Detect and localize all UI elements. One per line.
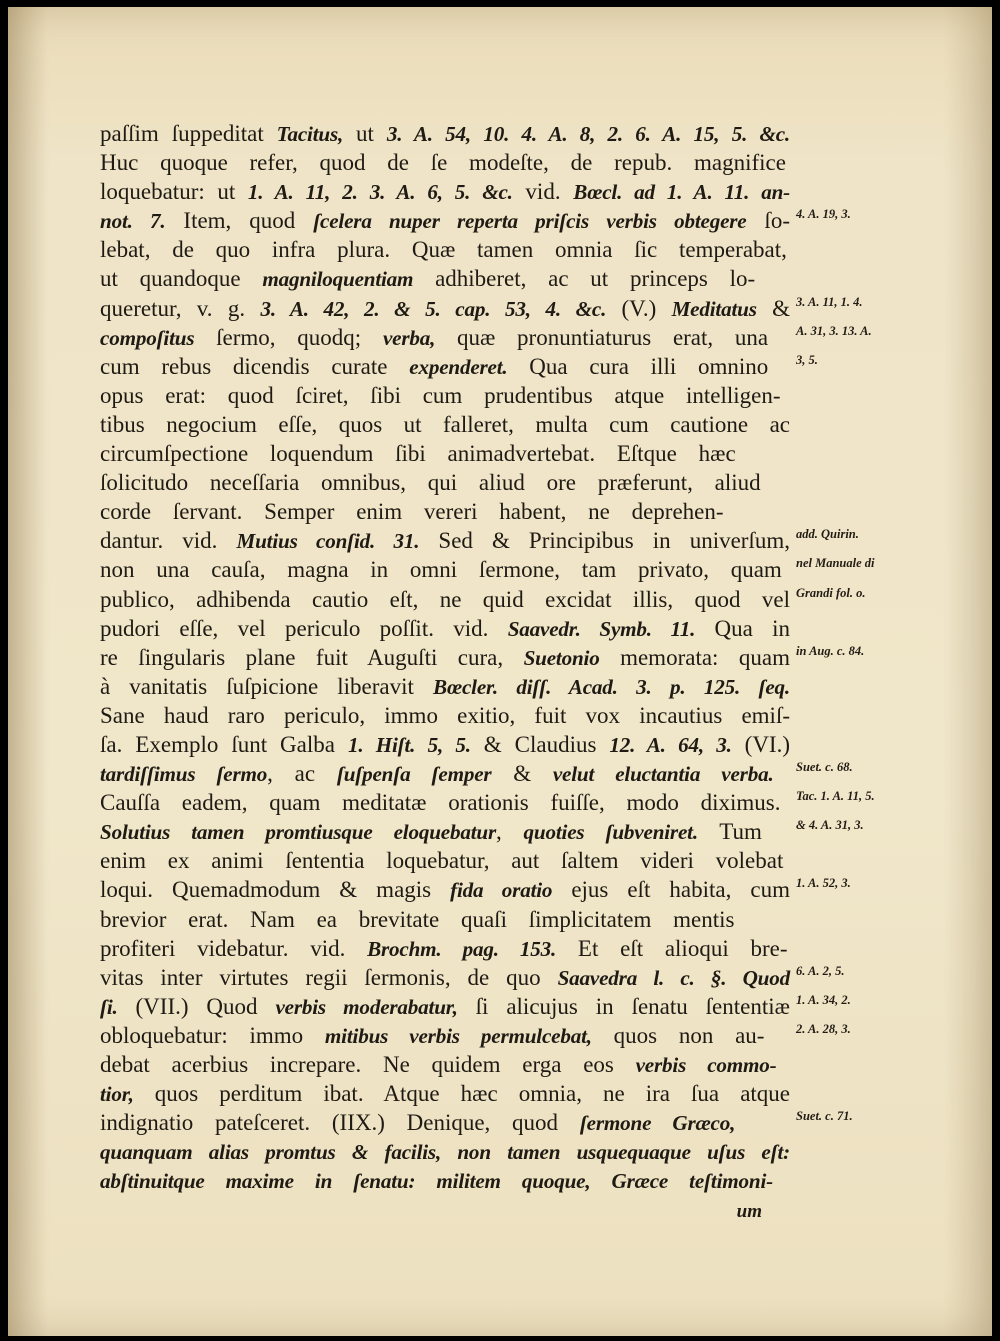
italic-citation: Bœcler. diſſ. Acad. 3. p. 125. ſeq. [432, 674, 790, 699]
text-segment: tibus negocium eſſe, quos ut falleret, multa cum cautione ac [100, 411, 790, 437]
text-segment: Sed & Principibus in univerſum, [419, 528, 790, 554]
italic-citation: ſcelera nuper reperta priſcis verbis obtegere [313, 209, 747, 234]
margin-note: & 4. A. 31, 3. [796, 818, 864, 833]
italic-citation: quanquam alias promtus & facilis, non tamen usquequaque uſus eſt: [100, 1140, 790, 1165]
italic-citation: mitibus verbis permulcebat, [324, 1023, 592, 1048]
italic-citation: ſermone Græco, [579, 1111, 736, 1136]
text-line [100, 1137, 790, 1166]
text-segment: pudori eſſe, vel periculo poſſit. vid. [100, 615, 508, 641]
text-line [100, 119, 790, 148]
text-line [100, 1050, 790, 1079]
margin-note: 6. A. 2, 5. [796, 963, 845, 978]
line-text [100, 1021, 764, 1051]
text-segment: adhiberet, ac ut princeps lo- [413, 266, 756, 292]
text-segment: ut [343, 121, 387, 146]
italic-citation: magniloquentiam [262, 267, 414, 292]
italic-citation: abſtinuitque maxime in ſenatu: militem quoque, Græce teſtimoni- [100, 1169, 773, 1194]
italic-citation: velut eluctantia verba. [552, 762, 774, 787]
italic-citation: expenderet. [409, 354, 508, 379]
italic-citation: Tacitus, [276, 122, 344, 146]
text-segment: & [756, 295, 790, 321]
margin-note: A. 31, 3. 13. A. [796, 323, 872, 338]
line-text [100, 468, 761, 497]
line-text [100, 1166, 773, 1196]
text-line [100, 730, 790, 759]
italic-citation: not. 7. [100, 209, 166, 234]
italic-citation: verba, [382, 325, 436, 350]
line-text [100, 294, 790, 324]
margin-note: nel Manuale di [796, 556, 875, 571]
line-text [100, 119, 790, 149]
italic-citation: verbis moderabatur, [275, 994, 458, 1019]
italic-citation: fida oratio [450, 878, 553, 903]
italic-citation: compoſitus [100, 325, 195, 350]
text-segment: (V.) [606, 295, 672, 321]
line-text [100, 148, 786, 177]
margin-note: add. Quirin. [796, 527, 859, 542]
text-segment: quæ pronuntiaturus erat, una [435, 324, 769, 350]
line-text [100, 526, 790, 556]
line-text [100, 817, 762, 847]
margin-note: Tac. 1. A. 11, 5. [796, 789, 875, 804]
text-segment: ut quandoque [100, 266, 263, 292]
italic-citation: Saavedra l. c. §. Quod [557, 965, 790, 990]
margin-note: 3. A. 11, 1. 4. [796, 294, 863, 309]
text-line [100, 846, 790, 875]
text-segment: re ſingularis plane fuit Auguſti cura, [100, 644, 524, 670]
text-line [100, 206, 851, 235]
text-segment: enim ex animi ſententia loquebatur, aut ſaltem videri volebat [100, 848, 784, 874]
catchword: um [736, 1201, 762, 1223]
text-segment: Huc quoque refer, quod de ſe modeſte, de repub. magnifice [100, 150, 786, 176]
italic-citation: ſuſpenſa ſemper [336, 762, 492, 787]
text-line [100, 817, 864, 846]
italic-citation: tardiſſimus ſermo [100, 762, 268, 787]
text-segment: memorata: quam [599, 644, 790, 670]
margin-note: 1. A. 52, 3. [796, 876, 851, 891]
text-segment: lebat, de quo infra plura. Quæ tamen omnia ſic temperabat, [100, 237, 787, 263]
text-segment: quos non au- [591, 1022, 765, 1048]
text-line [100, 177, 790, 206]
line-text [100, 555, 782, 584]
text-segment: queretur, v. g. [100, 295, 261, 321]
text-segment: & Claudius [470, 731, 610, 757]
text-segment: circumſpectione loquendum ſibi animadvertebat. Eſtque hæc [100, 441, 736, 467]
text-segment: ſa. Exemplo ſunt Galba [100, 731, 348, 757]
text-line [100, 585, 866, 614]
text-line [100, 294, 863, 323]
text-segment: quos perditum ibat. Atque hæc omnia, ne ira ſua atque [133, 1081, 790, 1107]
line-text [100, 235, 787, 264]
text-line [100, 468, 790, 497]
line-text [100, 1050, 777, 1080]
italic-citation: tior, [100, 1082, 134, 1107]
italic-citation: 1. A. 11, 2. 3. A. 6, 5. &c. [247, 180, 513, 205]
text-segment: ſi alicujus in ſenatu ſententiæ [457, 993, 790, 1019]
text-segment: (VII.) Quod [117, 993, 276, 1019]
text-segment: ſermo, quodq; [194, 324, 383, 350]
main-text-column [100, 119, 875, 1225]
italic-citation: ſi. [100, 994, 118, 1019]
text-segment: (VI.) [731, 731, 790, 757]
text-line [100, 439, 790, 468]
text-segment: debat acerbius increpare. Ne quidem erga eos [100, 1052, 636, 1077]
text-segment: cum rebus dicendis curate [100, 353, 410, 379]
text-line [100, 643, 865, 672]
text-segment: loquebatur: ut [100, 179, 248, 205]
text-segment: à vanitatis ſuſpicione liberavit [100, 673, 433, 699]
line-text [100, 905, 734, 934]
text-line [100, 701, 790, 730]
line-text [100, 788, 781, 817]
text-line [100, 381, 790, 410]
text-line [100, 672, 790, 701]
line-text [100, 701, 790, 730]
italic-citation: 12. A. 64, 3. [609, 732, 732, 757]
line-text [100, 323, 768, 353]
line-text [100, 206, 790, 236]
text-line [100, 352, 818, 381]
text-segment: loqui. Quemadmodum & magis [100, 877, 451, 903]
text-line [100, 526, 859, 555]
text-line [100, 1079, 790, 1108]
line-text [100, 410, 790, 439]
text-segment: profiteri videbatur. vid. [100, 935, 368, 961]
text-segment: obloquebatur: immo [100, 1022, 325, 1048]
text-segment: Tum [697, 819, 762, 845]
text-segment: brevior erat. Nam ea brevitate quaſi ſimplicitatem mentis [100, 906, 735, 932]
line-text [100, 497, 724, 526]
text-segment: Sane haud raro periculo, immo exitio, fuit vox incautius emiſ- [100, 702, 790, 728]
italic-citation: Mutius conſid. 31. [236, 529, 420, 554]
text-segment: indignatio pateſceret. (IIX.) Denique, quod [100, 1110, 580, 1136]
line-text [100, 1079, 790, 1109]
margin-note: Suet. c. 71. [796, 1109, 853, 1124]
text-segment: opus erat: quod ſciret, ſibi cum prudentibus atque intelligen- [100, 382, 781, 408]
line-text [100, 730, 790, 760]
italic-citation: 3. A. 54, 10. 4. A. 8, 2. 6. A. 15, 5. &c. [386, 122, 790, 146]
text-line [100, 1166, 790, 1195]
text-line [100, 148, 790, 177]
text-segment: paſſim ſuppeditat [100, 121, 277, 146]
text-segment: corde ſervant. Semper enim vereri habent, ne deprehen- [100, 499, 724, 525]
text-segment: ſo- [746, 208, 790, 234]
text-segment: dantur. vid. [100, 528, 237, 554]
italic-citation: 1. Hiſt. 5, 5. [347, 732, 471, 757]
line-text [100, 643, 790, 673]
italic-citation: 3. A. 42, 2. & 5. cap. 53, 4. &c. [260, 296, 607, 321]
italic-citation: verbis commo- [635, 1053, 777, 1077]
line-text [100, 264, 755, 294]
text-segment: Qua in [695, 615, 790, 641]
text-segment: Et eſt alioqui bre- [556, 935, 788, 961]
text-line [100, 1021, 851, 1050]
line-text [100, 875, 790, 905]
text-segment: , [496, 819, 524, 845]
catchword-line [100, 1195, 790, 1224]
text-line [100, 614, 790, 643]
line-text [100, 846, 783, 875]
text-line [100, 788, 875, 817]
text-line [100, 323, 872, 352]
text-line [100, 264, 790, 293]
margin-note: 1. A. 34, 2. [796, 992, 851, 1007]
text-segment: Qua cura illi omnino [507, 353, 769, 379]
text-line [100, 1108, 853, 1137]
text-segment: non una cauſa, magna in omni ſermone, tam privato, quam [100, 557, 782, 583]
text-line [100, 963, 845, 992]
text-segment: Item, quod [165, 208, 314, 234]
line-text [100, 992, 790, 1022]
text-line [100, 875, 851, 904]
text-line [100, 555, 875, 584]
text-line [100, 934, 790, 963]
text-line [100, 992, 851, 1021]
text-line [100, 235, 790, 264]
text-segment: ejus eſt habita, cum [552, 877, 790, 903]
italic-citation: Meditatus [671, 296, 757, 321]
text-segment: publico, adhibenda cautio eſt, ne quid excidat illis, quod vel [100, 586, 790, 612]
italic-citation: Brochm. pag. 153. [367, 936, 557, 961]
line-text [100, 1108, 735, 1138]
line-text [100, 439, 736, 468]
text-segment: Cauſſa eadem, quam meditatæ orationis fuiſſe, modo diximus. [100, 790, 781, 816]
book-page [8, 7, 992, 1336]
margin-note: in Aug. c. 84. [796, 643, 865, 658]
line-text [100, 963, 790, 993]
line-text [100, 1137, 790, 1167]
margin-note: 4. A. 19, 3. [796, 207, 851, 222]
line-text [100, 934, 788, 964]
text-line [100, 497, 790, 526]
line-text [100, 381, 781, 410]
margin-note: Suet. c. 68. [796, 760, 853, 775]
italic-citation: Suetonio [523, 645, 600, 670]
margin-note: 2. A. 28, 3. [796, 1021, 851, 1036]
italic-citation: quoties ſubveniret. [523, 820, 698, 845]
italic-citation: Solutius tamen promtiusque eloquebatur [100, 820, 497, 845]
text-segment: vid. [512, 179, 574, 205]
text-segment: , ac [267, 761, 337, 787]
text-segment: ſolicitudo neceſſaria omnibus, qui aliud ore præferunt, aliud [100, 470, 761, 496]
italic-citation: Saavedr. Symb. 11. [507, 616, 696, 641]
text-line [100, 905, 790, 934]
text-line [100, 410, 790, 439]
line-text [100, 177, 790, 207]
text-segment: vitas inter virtutes regii ſermonis, de quo [100, 964, 558, 990]
line-text [100, 614, 790, 644]
line-text [100, 672, 790, 702]
text-segment: & [491, 761, 553, 787]
text-line [100, 759, 853, 788]
line-text [100, 352, 768, 382]
margin-note: 3, 5. [796, 352, 818, 367]
margin-note: Grandi fol. o. [796, 585, 866, 600]
line-text [100, 759, 774, 789]
italic-citation: Bœcl. ad 1. A. 11. an- [573, 180, 790, 205]
line-text [100, 585, 790, 614]
